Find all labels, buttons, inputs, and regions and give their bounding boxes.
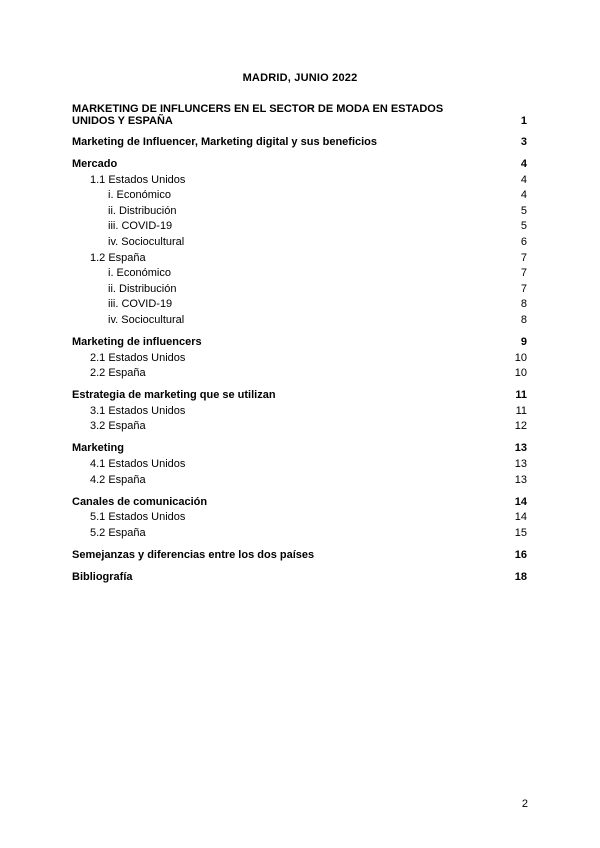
toc-entry[interactable] xyxy=(72,174,527,187)
toc-entry[interactable] xyxy=(72,571,527,584)
toc-entry[interactable] xyxy=(72,527,527,540)
toc-entry-label: 3.1 Estados Unidos xyxy=(90,404,186,417)
toc-entry-page: 9 xyxy=(520,335,527,348)
toc-entry-label: 1.1 Estados Unidos xyxy=(90,173,186,186)
toc-entry-label: 5.1 Estados Unidos xyxy=(90,511,186,524)
toc-entry-label: Marketing xyxy=(72,442,124,455)
toc-entry-page: 7 xyxy=(520,267,527,280)
table-of-contents xyxy=(72,103,527,584)
toc-entry-page: 5 xyxy=(520,220,527,233)
toc-entry[interactable] xyxy=(72,252,527,265)
toc-entry-page: 7 xyxy=(520,251,527,264)
toc-entry[interactable] xyxy=(72,314,527,327)
toc-entry[interactable] xyxy=(72,220,527,233)
toc-entry[interactable] xyxy=(72,267,527,280)
toc-entry-page: 15 xyxy=(514,526,527,539)
toc-entry-page: 5 xyxy=(520,204,527,217)
toc-entry-page: 8 xyxy=(520,313,527,326)
toc-entry-page: 8 xyxy=(520,298,527,311)
toc-entry-label: Bibliografía xyxy=(72,570,133,583)
toc-entry-label: iii. COVID-19 xyxy=(108,298,173,311)
toc-entry-page: 14 xyxy=(514,511,527,524)
toc-entry[interactable] xyxy=(72,367,527,380)
toc-entry-label: Canales de comunicación xyxy=(72,495,208,508)
toc-entry[interactable] xyxy=(72,496,527,509)
toc-entry-label: i. Económico xyxy=(108,189,171,202)
toc-entry-label: 5.2 España xyxy=(90,526,146,539)
toc-entry-page: 6 xyxy=(520,235,527,248)
toc-entry-label: iv. Sociocultural xyxy=(108,313,185,326)
toc-entry-label: Estrategia de marketing que se utilizan xyxy=(72,389,276,402)
toc-entry-label: ii. Distribución xyxy=(108,204,177,217)
toc-entry[interactable] xyxy=(72,405,527,418)
toc-entry-label: 3.2 España xyxy=(90,420,146,433)
toc-entry-page: 13 xyxy=(514,442,527,455)
toc-entry[interactable] xyxy=(72,103,527,127)
toc-entry[interactable] xyxy=(72,205,527,218)
toc-entry[interactable] xyxy=(72,189,527,202)
toc-entry[interactable] xyxy=(72,236,527,249)
toc-entry-label: iii. COVID-19 xyxy=(108,220,173,233)
toc-entry[interactable] xyxy=(72,458,527,471)
toc-entry-label: Semejanzas y diferencias entre los dos países xyxy=(72,548,315,561)
toc-entry-page: 4 xyxy=(520,189,527,202)
toc-entry-page: 13 xyxy=(514,473,527,486)
toc-entry[interactable] xyxy=(72,389,527,402)
toc-entry-page: 1 xyxy=(520,115,527,127)
toc-entry-page: 13 xyxy=(514,457,527,470)
toc-entry-label: 2.1 Estados Unidos xyxy=(90,351,186,364)
toc-entry-label: Marketing de Influencer, Marketing digital y sus beneficios xyxy=(72,136,378,148)
toc-entry[interactable] xyxy=(72,442,527,455)
toc-entry-page: 18 xyxy=(514,570,527,583)
toc-entry-label: Mercado xyxy=(72,158,118,170)
toc-entry-page: 10 xyxy=(514,367,527,380)
toc-entry[interactable] xyxy=(72,474,527,487)
toc-entry-label: 4.1 Estados Unidos xyxy=(90,457,186,470)
toc-entry[interactable] xyxy=(72,283,527,296)
toc-entry-page: 7 xyxy=(520,282,527,295)
toc-entry-label: 1.2 España xyxy=(90,251,146,264)
page-number: 2 xyxy=(521,798,528,810)
toc-entry-label: iv. Sociocultural xyxy=(108,235,185,248)
page-header: MADRID, JUNIO 2022 xyxy=(242,72,358,84)
toc-entry-page: 11 xyxy=(515,404,527,417)
toc-entry-page: 10 xyxy=(514,351,527,364)
toc-entry[interactable] xyxy=(72,352,527,365)
toc-entry-label: i. Económico xyxy=(108,267,171,280)
toc-entry-label: MARKETING DE INFLUNCERS EN EL SECTOR DE MODA EN ESTADOS UNIDOS Y ESPAÑA xyxy=(72,103,444,127)
toc-entry[interactable] xyxy=(72,158,527,171)
toc-entry-page: 4 xyxy=(520,173,527,186)
toc-entry-page: 12 xyxy=(514,420,527,433)
toc-entry-label: 2.2 España xyxy=(90,367,146,380)
toc-entry[interactable] xyxy=(72,511,527,524)
toc-entry-page: 3 xyxy=(520,136,527,148)
toc-entry[interactable] xyxy=(72,298,527,311)
toc-entry-label: ii. Distribución xyxy=(108,282,177,295)
toc-entry-page: 4 xyxy=(520,158,527,170)
toc-entry[interactable] xyxy=(72,336,527,349)
toc-entry-page: 11 xyxy=(515,389,527,402)
toc-entry[interactable] xyxy=(72,136,527,149)
toc-entry-label: 4.2 España xyxy=(90,473,146,486)
toc-entry[interactable] xyxy=(72,549,527,562)
toc-entry-page: 14 xyxy=(514,495,527,508)
toc-entry[interactable] xyxy=(72,420,527,433)
toc-entry-page: 16 xyxy=(514,548,527,561)
toc-entry-label: Marketing de influencers xyxy=(72,335,202,348)
